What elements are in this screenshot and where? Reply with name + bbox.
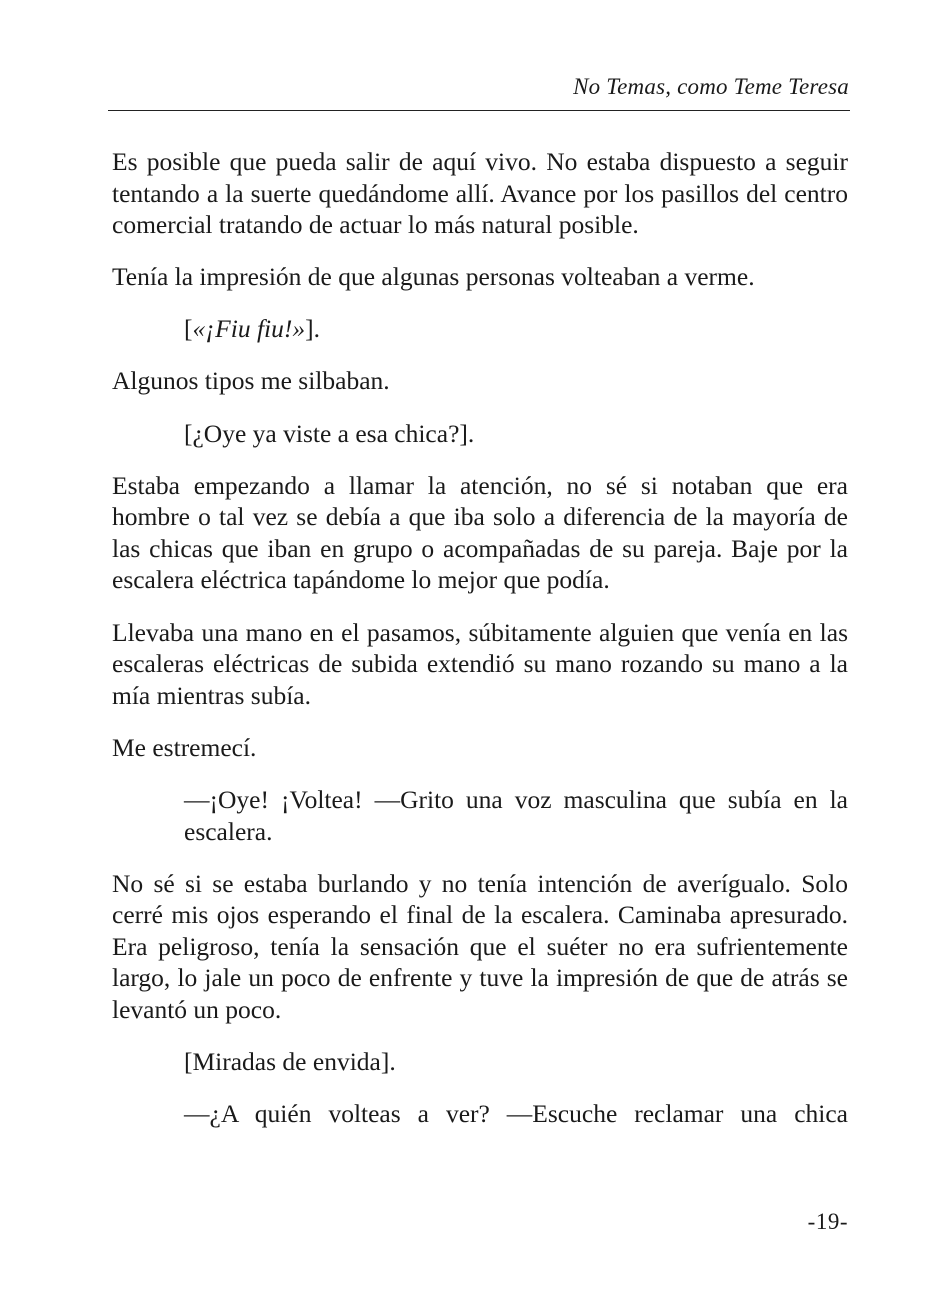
paragraph: Es posible que pueda salir de aquí vivo. No estaba dispuesto a seguir tentando a la suerte quedándome allí. Avance por los pasillos del centro comercial tratando de actuar lo más natural posible. [112, 147, 848, 240]
whistle-italic: «¡Fiu fiu!» [192, 314, 306, 344]
paragraph: Llevaba una mano en el pasamos, súbitamente alguien que venía en las escaleras eléctricas de subida extendió su mano rozando su mano a la mía mientras subía. [112, 617, 848, 710]
paragraph: Me estremecí. [112, 732, 257, 762]
paragraph: Estaba empezando a llamar la atención, no sé si notaban que era hombre o tal vez se debía a que iba solo a diferencia de la mayoría de las chicas que iban en grupo o acompañadas de su pareja. Baje por la escalera eléctrica tapándome lo mejor que podía. [112, 470, 848, 595]
dialogue-paragraph: —¿A quién volteas a ver? —Escuche reclamar una chica [184, 1099, 848, 1129]
paragraph: No sé si se estaba burlando y no tenía intención de averígualo. Solo cerré mis ojos esperando el final de la escalera. Caminaba apresurado. Era peligroso, tenía la sensación que el suéter no era sufrientemente largo, lo jale un poco de enfrente y tuve la impresión de que de atrás se levantó un poco. [112, 868, 848, 1024]
dialogue-paragraph: —¡Oye! ¡Voltea! —Grito una voz masculina que subía en la escalera. [184, 784, 848, 846]
paragraph-indented: [«¡Fiu fiu!»]. [184, 314, 320, 344]
paragraph: Tenía la impresión de que algunas personas volteaban a verme. [112, 262, 755, 292]
paragraph: Algunos tipos me silbaban. [112, 366, 390, 396]
running-header-title: No Temas, como Teme Teresa [573, 74, 849, 99]
paragraph-indented: [Miradas de envida]. [184, 1047, 396, 1077]
page-body [112, 146, 848, 1150]
paragraph-indented: [¿Oye ya viste a esa chica?]. [184, 418, 475, 448]
header-rule [108, 110, 850, 111]
page-number: -19- [807, 1209, 848, 1234]
